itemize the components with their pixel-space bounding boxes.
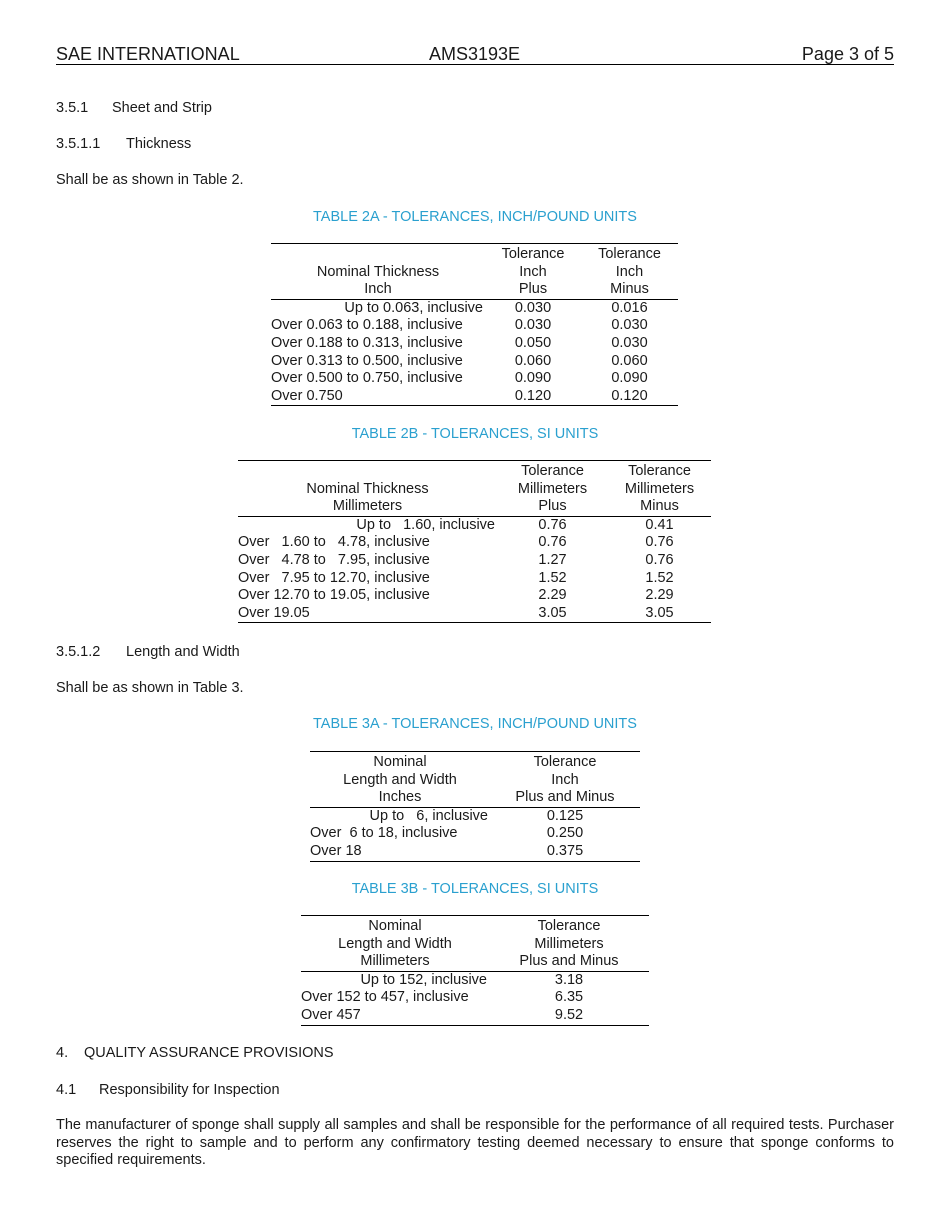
header-doc-id: AMS3193E [429,44,521,64]
column-header: Plus and Minus [489,953,649,971]
tolerance-cell: 0.090 [611,370,648,387]
section-3-5-1-heading [56,99,212,117]
table-header-row [238,461,711,481]
table-header-row [271,264,678,282]
tolerance-cell: 0.060 [611,352,648,369]
table-row [238,516,711,534]
nominal-cell: Over 4.78 to 7.95, inclusive [238,551,430,568]
table-row [271,317,678,335]
table-header-row [310,789,640,807]
table-header-row [301,936,649,954]
column-header: Minus [581,281,678,299]
table-row [271,353,678,371]
section-3-5-1-2-heading [56,643,240,661]
column-header: Minus [608,498,711,516]
table-2a-caption: TABLE 2A - TOLERANCES, INCH/POUND UNITS [313,209,637,225]
section-title: Thickness [126,136,192,152]
tolerance-cell: 0.030 [514,317,552,334]
table-row [310,843,640,861]
page-header [56,44,894,65]
column-header: Plus [485,281,581,299]
section-4-1-heading [56,1081,280,1099]
nominal-cell: Up to 1.60, inclusive [356,516,495,533]
section-3-5-1-1-text: Shall be as shown in Table 2. [56,172,244,188]
column-header: Millimeters [517,480,588,497]
table-row [238,570,711,588]
table-header-row [301,916,649,936]
table-row [301,989,649,1007]
nominal-cell: Up to 0.063, inclusive [344,299,483,316]
nominal-cell: Over 0.750 [271,387,343,404]
tolerance-cell: 3.18 [554,971,584,988]
tolerance-cell: 0.016 [611,299,648,316]
column-header: Plus [497,498,608,516]
nominal-cell: Over 6 to 18, inclusive [310,825,458,842]
column-header: Length and Width [343,771,457,788]
section-title: Sheet and Strip [112,100,212,116]
tolerance-cell: 0.120 [514,387,552,404]
table-row [310,825,640,843]
column-header: Plus and Minus [490,789,640,807]
table-header-row [310,772,640,790]
table-row [271,335,678,353]
tolerance-cell: 2.29 [645,587,674,604]
nominal-cell: Over 19.05 [238,604,310,621]
table-header-row [301,953,649,971]
nominal-cell: Over 0.500 to 0.750, inclusive [271,370,463,387]
section-3-5-1-1-heading [56,135,191,153]
column-header: Nominal [368,918,422,934]
column-header: Tolerance [533,754,597,770]
table-row [301,971,649,989]
table-row [238,587,711,605]
column-header: Inches [310,789,490,807]
column-header: Inch [271,281,485,299]
section-number: 4. [56,1045,69,1061]
nominal-cell: Over 0.063 to 0.188, inclusive [271,317,463,334]
table-3a [310,751,640,862]
table-row [310,807,640,825]
column-header: Inch [551,771,579,788]
table-row [271,299,678,317]
nominal-cell: Over 7.95 to 12.70, inclusive [238,569,430,586]
nominal-cell: Over 457 [301,1006,361,1023]
header-page-number: Page 3 of 5 [801,44,894,64]
section-number: 3.5.1.2 [56,644,101,660]
section-title: Length and Width [126,644,240,660]
tolerance-cell: 0.375 [546,842,584,859]
column-header: Tolerance [521,463,584,479]
tolerance-cell: 1.52 [645,569,674,586]
tolerance-cell: 0.41 [645,516,674,533]
tolerance-cell: 0.76 [538,516,567,533]
tolerance-cell: 0.050 [514,334,552,351]
tolerance-cell: 3.05 [645,604,674,621]
tolerance-cell: 3.05 [538,604,567,621]
table-header-row [271,244,678,264]
section-title: Responsibility for Inspection [99,1082,280,1098]
column-header [271,244,485,264]
column-header: Inch [519,263,547,280]
table-row [238,534,711,552]
table-header-row [238,481,711,499]
table-header-row [238,498,711,516]
nominal-cell: Over 0.188 to 0.313, inclusive [271,334,463,351]
table-row [301,1007,649,1025]
table-row [238,552,711,570]
column-header: Inch [615,263,644,280]
table-row [271,370,678,388]
tolerance-cell: 0.030 [514,299,552,316]
tolerance-cell: 6.35 [554,989,584,1006]
nominal-cell: Over 0.313 to 0.500, inclusive [271,352,463,369]
column-header: Tolerance [628,463,691,479]
section-4-1-text: The manufacturer of sponge shall supply all samples and shall be responsible for the performance of all required tests. Purchaser reserves the right to sample and to perform any confirmatory testing deemed necessary to ensure that sponge conforms to specified requirements. [56,1117,894,1169]
column-header: Tolerance [598,246,661,262]
tolerance-cell: 0.76 [645,534,674,551]
section-number: 3.5.1.1 [56,136,101,152]
table-2b [238,460,711,623]
column-header: Tolerance [501,246,565,262]
section-3-5-1-2-text: Shall be as shown in Table 3. [56,680,244,696]
tolerance-cell: 0.250 [546,825,584,842]
nominal-cell: Up to 152, inclusive [360,971,487,988]
column-header: Millimeters [301,953,489,971]
tolerance-cell: 2.29 [538,587,567,604]
tolerance-cell: 0.030 [611,334,648,351]
column-header: Nominal Thickness [306,480,429,497]
nominal-cell: Up to 6, inclusive [369,807,488,824]
nominal-cell: Over 152 to 457, inclusive [301,989,469,1006]
nominal-cell: Over 18 [310,842,362,859]
tolerance-cell: 0.030 [611,317,648,334]
table-3b [301,915,649,1026]
tolerance-cell: 0.76 [645,551,674,568]
tolerance-cell: 0.120 [611,387,648,404]
section-4-heading [56,1044,334,1062]
section-number: 4.1 [56,1082,77,1098]
column-header: Millimeters [534,935,604,952]
header-org: SAE INTERNATIONAL [56,44,240,64]
column-header: Nominal Thickness [316,263,440,280]
table-3a-caption: TABLE 3A - TOLERANCES, INCH/POUND UNITS [313,716,637,732]
column-header [238,461,497,481]
column-header: Length and Width [338,935,452,952]
column-header: Nominal [373,754,427,770]
table-header-row [271,281,678,299]
tolerance-cell: 0.76 [538,534,567,551]
tolerance-cell: 0.060 [514,352,552,369]
section-title: QUALITY ASSURANCE PROVISIONS [84,1045,334,1061]
column-header: Millimeters [238,498,497,516]
column-header: Tolerance [537,918,601,934]
table-header-row [310,752,640,772]
table-2a [271,243,678,406]
nominal-cell: Over 1.60 to 4.78, inclusive [238,534,430,551]
table-3b-caption: TABLE 3B - TOLERANCES, SI UNITS [351,881,599,897]
column-header: Millimeters [624,480,695,497]
table-row [238,605,711,623]
section-number: 3.5.1 [56,100,89,116]
nominal-cell: Over 12.70 to 19.05, inclusive [238,587,430,604]
tolerance-cell: 1.27 [538,551,567,568]
tolerance-cell: 9.52 [554,1006,584,1023]
tolerance-cell: 1.52 [538,569,567,586]
tolerance-cell: 0.125 [546,807,584,824]
tolerance-cell: 0.090 [514,370,552,387]
table-2b-caption: TABLE 2B - TOLERANCES, SI UNITS [351,426,599,442]
table-row [271,388,678,406]
